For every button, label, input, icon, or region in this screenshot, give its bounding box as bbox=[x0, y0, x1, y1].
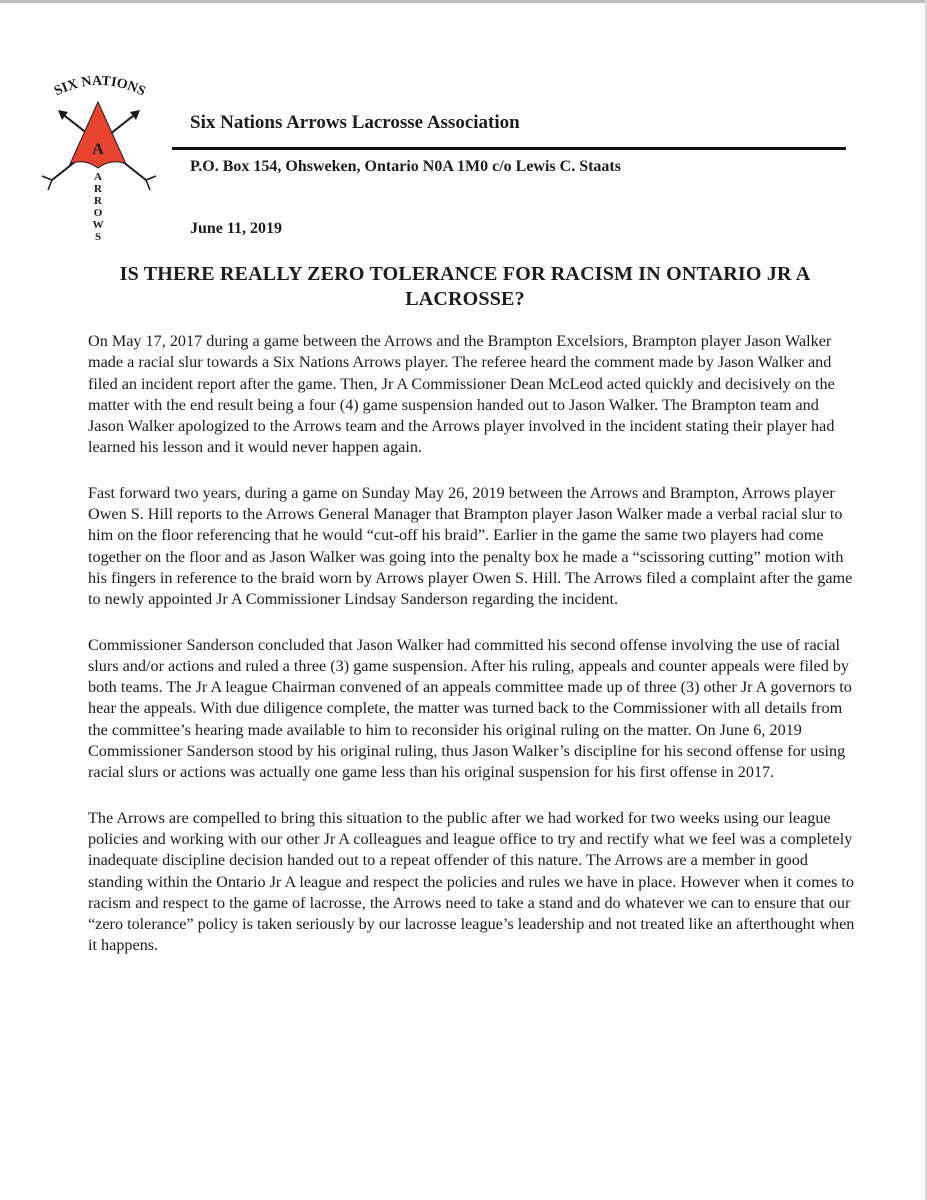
header-rule bbox=[172, 147, 846, 150]
organization-address: P.O. Box 154, Ohsweken, Ontario N0A 1M0 c/o Lewis C. Staats bbox=[190, 158, 621, 175]
organization-name: Six Nations Arrows Lacrosse Association bbox=[190, 112, 520, 133]
logo-center-letter: A bbox=[92, 141, 104, 158]
svg-text:S: S bbox=[94, 231, 102, 242]
svg-text:R: R bbox=[94, 183, 102, 195]
letter-date: June 11, 2019 bbox=[190, 220, 283, 237]
body-paragraph-3: Commissioner Sanderson concluded that Jason Walker had committed his second offense involving the use of racial slurs and/or actions and ruled a three (3) game suspension. After his ruling, appeals and counter appeals were filed by both teams. The Jr A league Chairman convened of an appeals committee made up of three (3) other Jr A governors to hear the appeals. With due diligence complete, the matter was turned back to the Commissioner with all details from the committee’s hearing made available to him to reconsider his original ruling on the matter. On June 6, 2019 Commissioner Sanderson stood by his original ruling, thus Jason Walker’s discipline for his second offense for using racial slurs or actions was actually one game less than his original suspension for his first offense in 2017. bbox=[88, 635, 852, 782]
svg-text:R: R bbox=[94, 195, 102, 207]
svg-text:A: A bbox=[94, 171, 102, 183]
letter-body bbox=[88, 331, 856, 981]
logo-vertical-text bbox=[93, 171, 104, 242]
body-paragraph-1: On May 17, 2017 during a game between the Arrows and the Brampton Excelsiors, Brampton player Jason Walker made a racial slur towards a Six Nations Arrows player. The referee heard the comment made by Jason Walker and filed an incident report after the game. Then, Jr A Commissioner Dean McLeod acted quickly and decisively on the matter with the end result being a four (4) game suspension handed out to Jason Walker. The Brampton team and Jason Walker apologized to the Arrows team and the Arrows player involved in the incident stating their player had learned his lesson and it would never happen again. bbox=[88, 332, 835, 457]
svg-text:W: W bbox=[92, 219, 104, 231]
svg-text:O: O bbox=[93, 207, 103, 219]
logo-arc-text: SIX NATIONS bbox=[52, 73, 148, 100]
press-release-headline: IS THERE REALLY ZERO TOLERANCE FOR RACISM IN ONTARIO JR A LACROSSE? bbox=[119, 263, 811, 310]
six-nations-arrows-logo bbox=[38, 72, 163, 242]
scan-edge-top bbox=[0, 0, 927, 3]
red-arrowhead-icon bbox=[70, 102, 126, 168]
body-paragraph-2: Fast forward two years, during a game on Sunday May 26, 2019 between the Arrows and Brampton, Arrows player Owen S. Hill reports to the Arrows General Manager that Brampton player Jason Walker made a verbal racial slur to him on the floor referencing that he would “cut-off his braid”. Earlier in the game the same two players had come together on the floor and as Jason Walker was going into the penalty box he made a “scissoring cutting” motion with his fingers in reference to the braid worn by Arrows player Owen S. Hill. The Arrows filed a complaint after the game to newly appointed Jr A Commissioner Lindsay Sanderson regarding the incident. bbox=[88, 483, 853, 609]
body-paragraph-4: The Arrows are compelled to bring this situation to the public after we had worked for two weeks using our league policies and working with our other Jr A colleagues and league office to try and rectify what we feel was a completely inadequate discipline decision handed out to a repeat offender of this nature. The Arrows are a member in good standing within the Ontario Jr A league and respect the policies and rules we have in place. However when it comes to racism and respect to the game of lacrosse, the Arrows need to take a stand and do whatever we can to ensure that our “zero tolerance” policy is taken seriously by our lacrosse league’s leadership and not treated like an afterthought when it happens. bbox=[88, 808, 855, 955]
